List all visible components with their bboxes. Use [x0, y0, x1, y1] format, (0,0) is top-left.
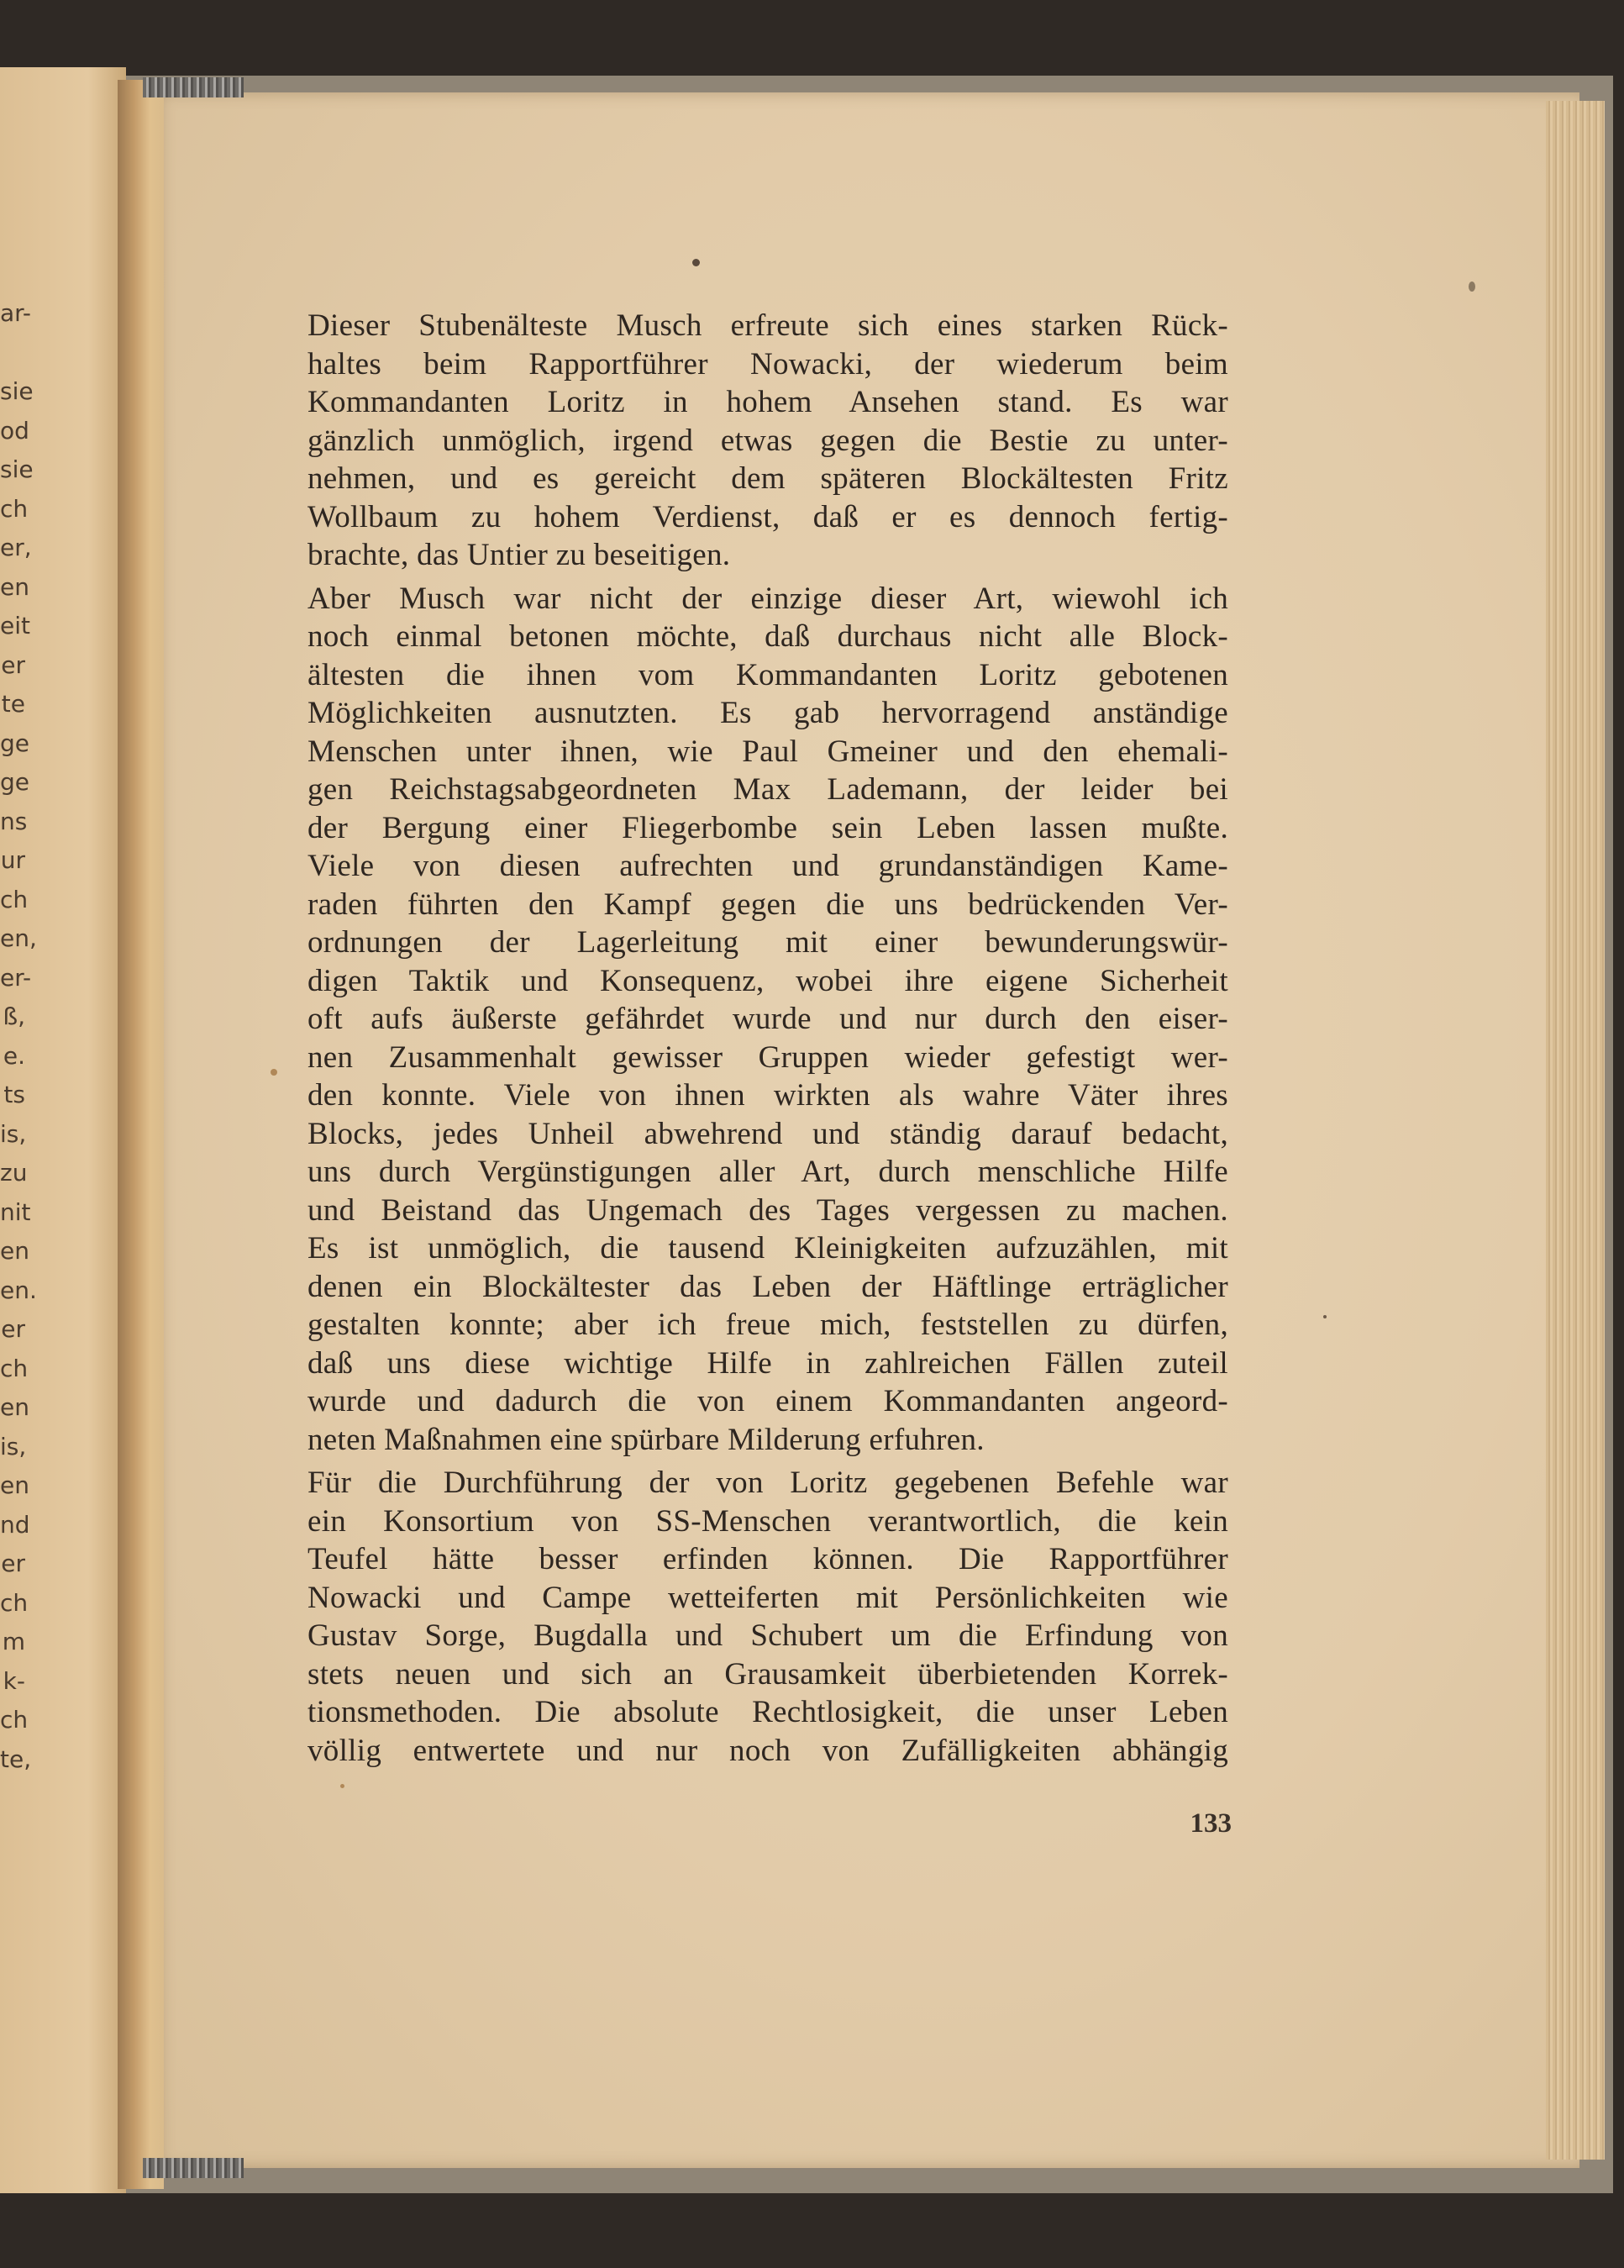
left-page-fragment: ch	[0, 885, 29, 913]
text-line: und Beistand das Ungemach des Tages vergessen zu machen.	[307, 1192, 1228, 1228]
text-line: Es ist unmöglich, die tausend Kleinigkeiten aufzuzählen, mit	[307, 1231, 1228, 1266]
text-line: Wollbaum zu hohem Verdienst, daß er es dennoch fertig-	[307, 499, 1228, 534]
headband-top	[143, 77, 244, 97]
paper-speck	[271, 1069, 277, 1076]
text-line: Aber Musch war nicht der einzige dieser Art, wiewohl ich	[307, 581, 1228, 616]
left-page-fragment: e.	[3, 1041, 25, 1070]
left-page-fragment: er	[1, 1550, 25, 1577]
text-line: Blocks, jedes Unheil abwehrend und ständig darauf bedacht,	[307, 1116, 1228, 1151]
text-line: noch einmal betonen möchte, daß durchaus nicht alle Block-	[307, 619, 1228, 654]
left-page-fragment: en	[0, 1237, 29, 1265]
text-line: nen Zusammenhalt gewisser Gruppen wieder gefestigt wer-	[307, 1039, 1228, 1075]
paper-speck	[1323, 1315, 1327, 1318]
left-page-fragment: nit	[0, 1197, 31, 1226]
left-page-fragment: nd	[0, 1510, 30, 1539]
text-line: Nowacki und Campe wetteiferten mit Persönlichkeiten wie	[307, 1580, 1228, 1615]
left-page-fragment: k-	[3, 1666, 25, 1695]
text-line: nehmen, und es gereicht dem späteren Blockältesten Fritz	[307, 461, 1228, 496]
text-line: raden führten den Kampf gegen die uns bedrückenden Ver-	[307, 887, 1228, 922]
text-line: ein Konsortium von SS-Menschen verantwortlich, die kein	[307, 1503, 1228, 1539]
left-page-fragment	[0, 334, 25, 373]
left-page-fragment: en.	[0, 1276, 37, 1304]
left-page-fragment: zu	[0, 1159, 28, 1187]
paper-speck	[340, 1784, 344, 1788]
text-line: Teufel hätte besser erfinden können. Die Rapportführer	[307, 1542, 1228, 1576]
body-text	[307, 307, 1228, 1770]
text-line: ältesten die ihnen vom Kommandanten Loritz gebotenen	[307, 657, 1228, 692]
left-page-fragment: sie	[0, 455, 34, 483]
left-page-fragment: eit	[0, 612, 30, 639]
left-page-fragment: te	[1, 690, 25, 718]
text-line: Für die Durchführung der von Loritz gegebenen Befehle war	[307, 1466, 1228, 1500]
text-line: brachte, das Untier zu beseitigen.	[307, 538, 731, 572]
text-line: Möglichkeiten ausnutzten. Es gab hervorragend anständige	[307, 696, 1228, 730]
left-page-fragment: er,	[0, 534, 32, 561]
ornament-dot	[692, 259, 700, 266]
left-page-fragment: er	[1, 650, 25, 679]
left-page-fragment: en	[0, 1471, 29, 1499]
text-line: daß uns diese wichtige Hilfe in zahlreichen Fällen zuteil	[307, 1345, 1228, 1381]
text-line: Gustav Sorge, Bugdalla und Schubert um die Erfindung von	[307, 1618, 1228, 1653]
text-line: der Bergung einer Fliegerbombe sein Leben lassen mußte.	[307, 810, 1228, 845]
left-page-fragment: is,	[0, 1119, 27, 1148]
left-page-fragment: te,	[0, 1744, 32, 1773]
headband-bottom	[143, 2158, 244, 2178]
left-page-fragment: sie	[0, 377, 34, 405]
text-line: Kommandanten Loritz in hohem Ansehen stand. Es war	[307, 385, 1228, 419]
text-line: stets neuen und sich an Grausamkeit überbietenden Korrek-	[307, 1656, 1228, 1692]
left-page-fragment: ar-	[0, 299, 31, 327]
left-page-fragment: en,	[0, 924, 37, 952]
text-line: den konnte. Viele von ihnen wirkten als wahre Väter ihres	[307, 1078, 1228, 1113]
text-line: neten Maßnahmen eine spürbare Milderung erfuhren.	[307, 1422, 985, 1457]
left-page-fragment: en	[0, 1393, 29, 1421]
left-page-fragment: ge	[0, 729, 29, 757]
left-page-text-fragments	[0, 294, 37, 1779]
left-page-fragment: m	[2, 1628, 25, 1655]
left-page-fragment: en	[0, 572, 29, 601]
text-line: ordnungen der Lagerleitung mit einer bewunderungswür-	[307, 925, 1228, 960]
left-page-fragment: ß,	[3, 1002, 25, 1030]
text-line: Viele von diesen aufrechten und grundanständigen Kame-	[307, 849, 1228, 883]
left-page-fragment: ch	[0, 1706, 29, 1734]
text-line: gen Reichstagsabgeordneten Max Lademann, der leider bei	[307, 772, 1228, 807]
left-page-fragment: ch	[0, 494, 29, 523]
text-line: oft aufs äußerste gefährdet wurde und nur durch den eiser-	[307, 1002, 1228, 1036]
text-line: wurde und dadurch die von einem Kommandanten angeord-	[307, 1384, 1228, 1418]
text-line: haltes beim Rapportführer Nowacki, der wiederum beim	[307, 346, 1228, 382]
paper-speck	[1469, 282, 1475, 292]
left-page-fragment: ch	[0, 1588, 29, 1617]
text-line: völlig entwertete und nur noch von Zufälligkeiten abhängig	[307, 1733, 1228, 1768]
left-page-fragment: ge	[0, 768, 29, 796]
left-page-fragment: ur	[0, 846, 25, 874]
left-page	[0, 67, 126, 2193]
text-line: denen ein Blockältester das Leben der Häftlinge erträglicher	[307, 1269, 1228, 1304]
text-line: gestalten konnte; aber ich freue mich, feststellen zu dürfen,	[307, 1308, 1228, 1342]
left-page-fragment: ns	[0, 807, 28, 835]
text-line: tionsmethoden. Die absolute Rechtlosigkeit, die unser Leben	[307, 1695, 1228, 1729]
book-gutter	[118, 80, 164, 2189]
text-line: uns durch Vergünstigungen aller Art, durch menschliche Hilfe	[307, 1155, 1228, 1189]
left-page-fragment: ts	[3, 1081, 25, 1108]
text-line: Dieser Stubenälteste Musch erfreute sich eines starken Rück-	[307, 308, 1228, 343]
left-page-fragment: is,	[0, 1432, 27, 1460]
left-page-fragment: er-	[0, 963, 32, 992]
page-number: 133	[1190, 1808, 1232, 1839]
text-line: digen Taktik und Konsequenz, wobei ihre eigene Sicherheit	[307, 963, 1228, 998]
left-page-fragment: ch	[0, 1354, 29, 1382]
text-line: Menschen unter ihnen, wie Paul Gmeiner und den ehemali-	[307, 734, 1228, 769]
left-page-fragment: od	[0, 416, 29, 445]
page-edges	[1546, 101, 1605, 2160]
text-line: gänzlich unmöglich, irgend etwas gegen die Bestie zu unter-	[307, 423, 1228, 458]
left-page-fragment: er	[1, 1315, 25, 1343]
